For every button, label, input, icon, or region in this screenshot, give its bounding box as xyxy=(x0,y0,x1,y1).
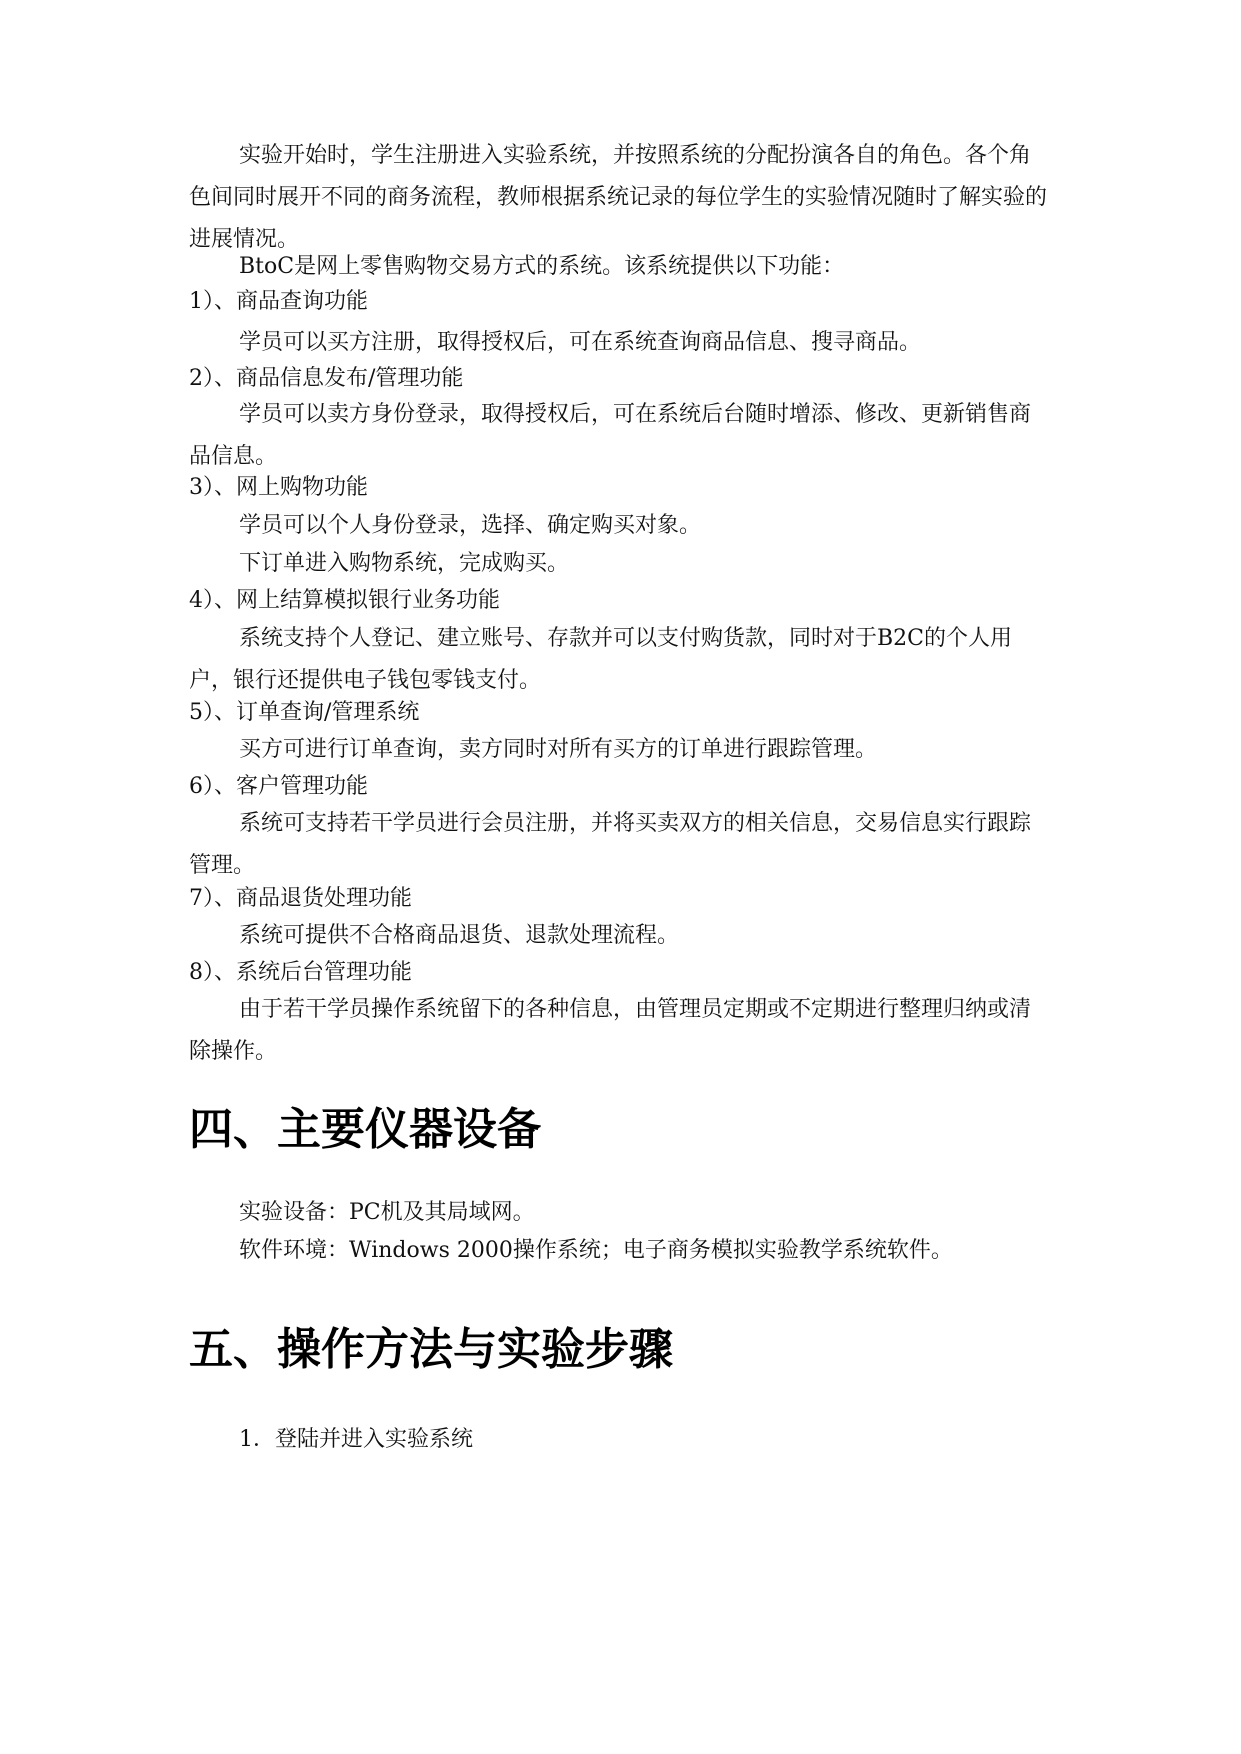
equipment-line: 实验设备：PC机及其局域网。 xyxy=(239,1200,535,1225)
function-8-title: 8）、系统后台管理功能 xyxy=(189,960,412,985)
function-1-title: 1）、商品查询功能 xyxy=(189,289,368,314)
function-6-desc: 系统可支持若干学员进行会员注册，并将买卖双方的相关信息，交易信息实行跟踪管理。 xyxy=(189,811,1032,878)
function-8-desc: 由于若干学员操作系统留下的各种信息，由管理员定期或不定期进行整理归纳或清除操作。 xyxy=(189,997,1032,1064)
function-6-title: 6）、客户管理功能 xyxy=(189,774,368,799)
section-5-heading: 五、操作方法与实验步骤 xyxy=(189,1324,673,1375)
function-7-title: 7）、商品退货处理功能 xyxy=(189,886,412,911)
function-3-desc-1: 学员可以个人身份登录，选择、确定购买对象。 xyxy=(239,513,702,538)
section-4-heading: 四、主要仪器设备 xyxy=(189,1104,541,1155)
function-5-title: 5）、订单查询/管理系统 xyxy=(189,700,420,725)
function-1-desc: 学员可以买方注册，取得授权后，可在系统查询商品信息、搜寻商品。 xyxy=(239,330,922,355)
function-7-desc: 系统可提供不合格商品退货、退款处理流程。 xyxy=(239,923,680,948)
step-1-line: 1．登陆并进入实验系统 xyxy=(239,1427,473,1452)
btoc-paragraph: BtoC是网上零售购物交易方式的系统。该系统提供以下功能： xyxy=(239,254,845,279)
software-line: 软件环境：Windows 2000操作系统；电子商务模拟实验教学系统软件。 xyxy=(239,1238,953,1263)
function-4-desc: 系统支持个人登记、建立账号、存款并可以支付购货款，同时对于B2C的个人用户，银行还提供电子钱包零钱支付。 xyxy=(189,626,1012,693)
function-3-title: 3）、网上购物功能 xyxy=(189,475,368,500)
function-3-desc-2: 下订单进入购物系统，完成购买。 xyxy=(239,551,570,576)
function-2-desc: 学员可以卖方身份登录，取得授权后，可在系统后台随时增添、修改、更新销售商品信息。 xyxy=(189,402,1032,469)
function-2-title: 2）、商品信息发布/管理功能 xyxy=(189,366,464,391)
intro-paragraph: 实验开始时，学生注册进入实验系统，并按照系统的分配扮演各自的角色。各个角色间同时展开不同的商务流程，教师根据系统记录的每位学生的实验情况随时了解实验的进展情况。 xyxy=(189,143,1048,252)
function-5-desc: 买方可进行订单查询，卖方同时对所有买方的订单进行跟踪管理。 xyxy=(239,737,878,762)
function-4-title: 4）、网上结算模拟银行业务功能 xyxy=(189,588,500,613)
